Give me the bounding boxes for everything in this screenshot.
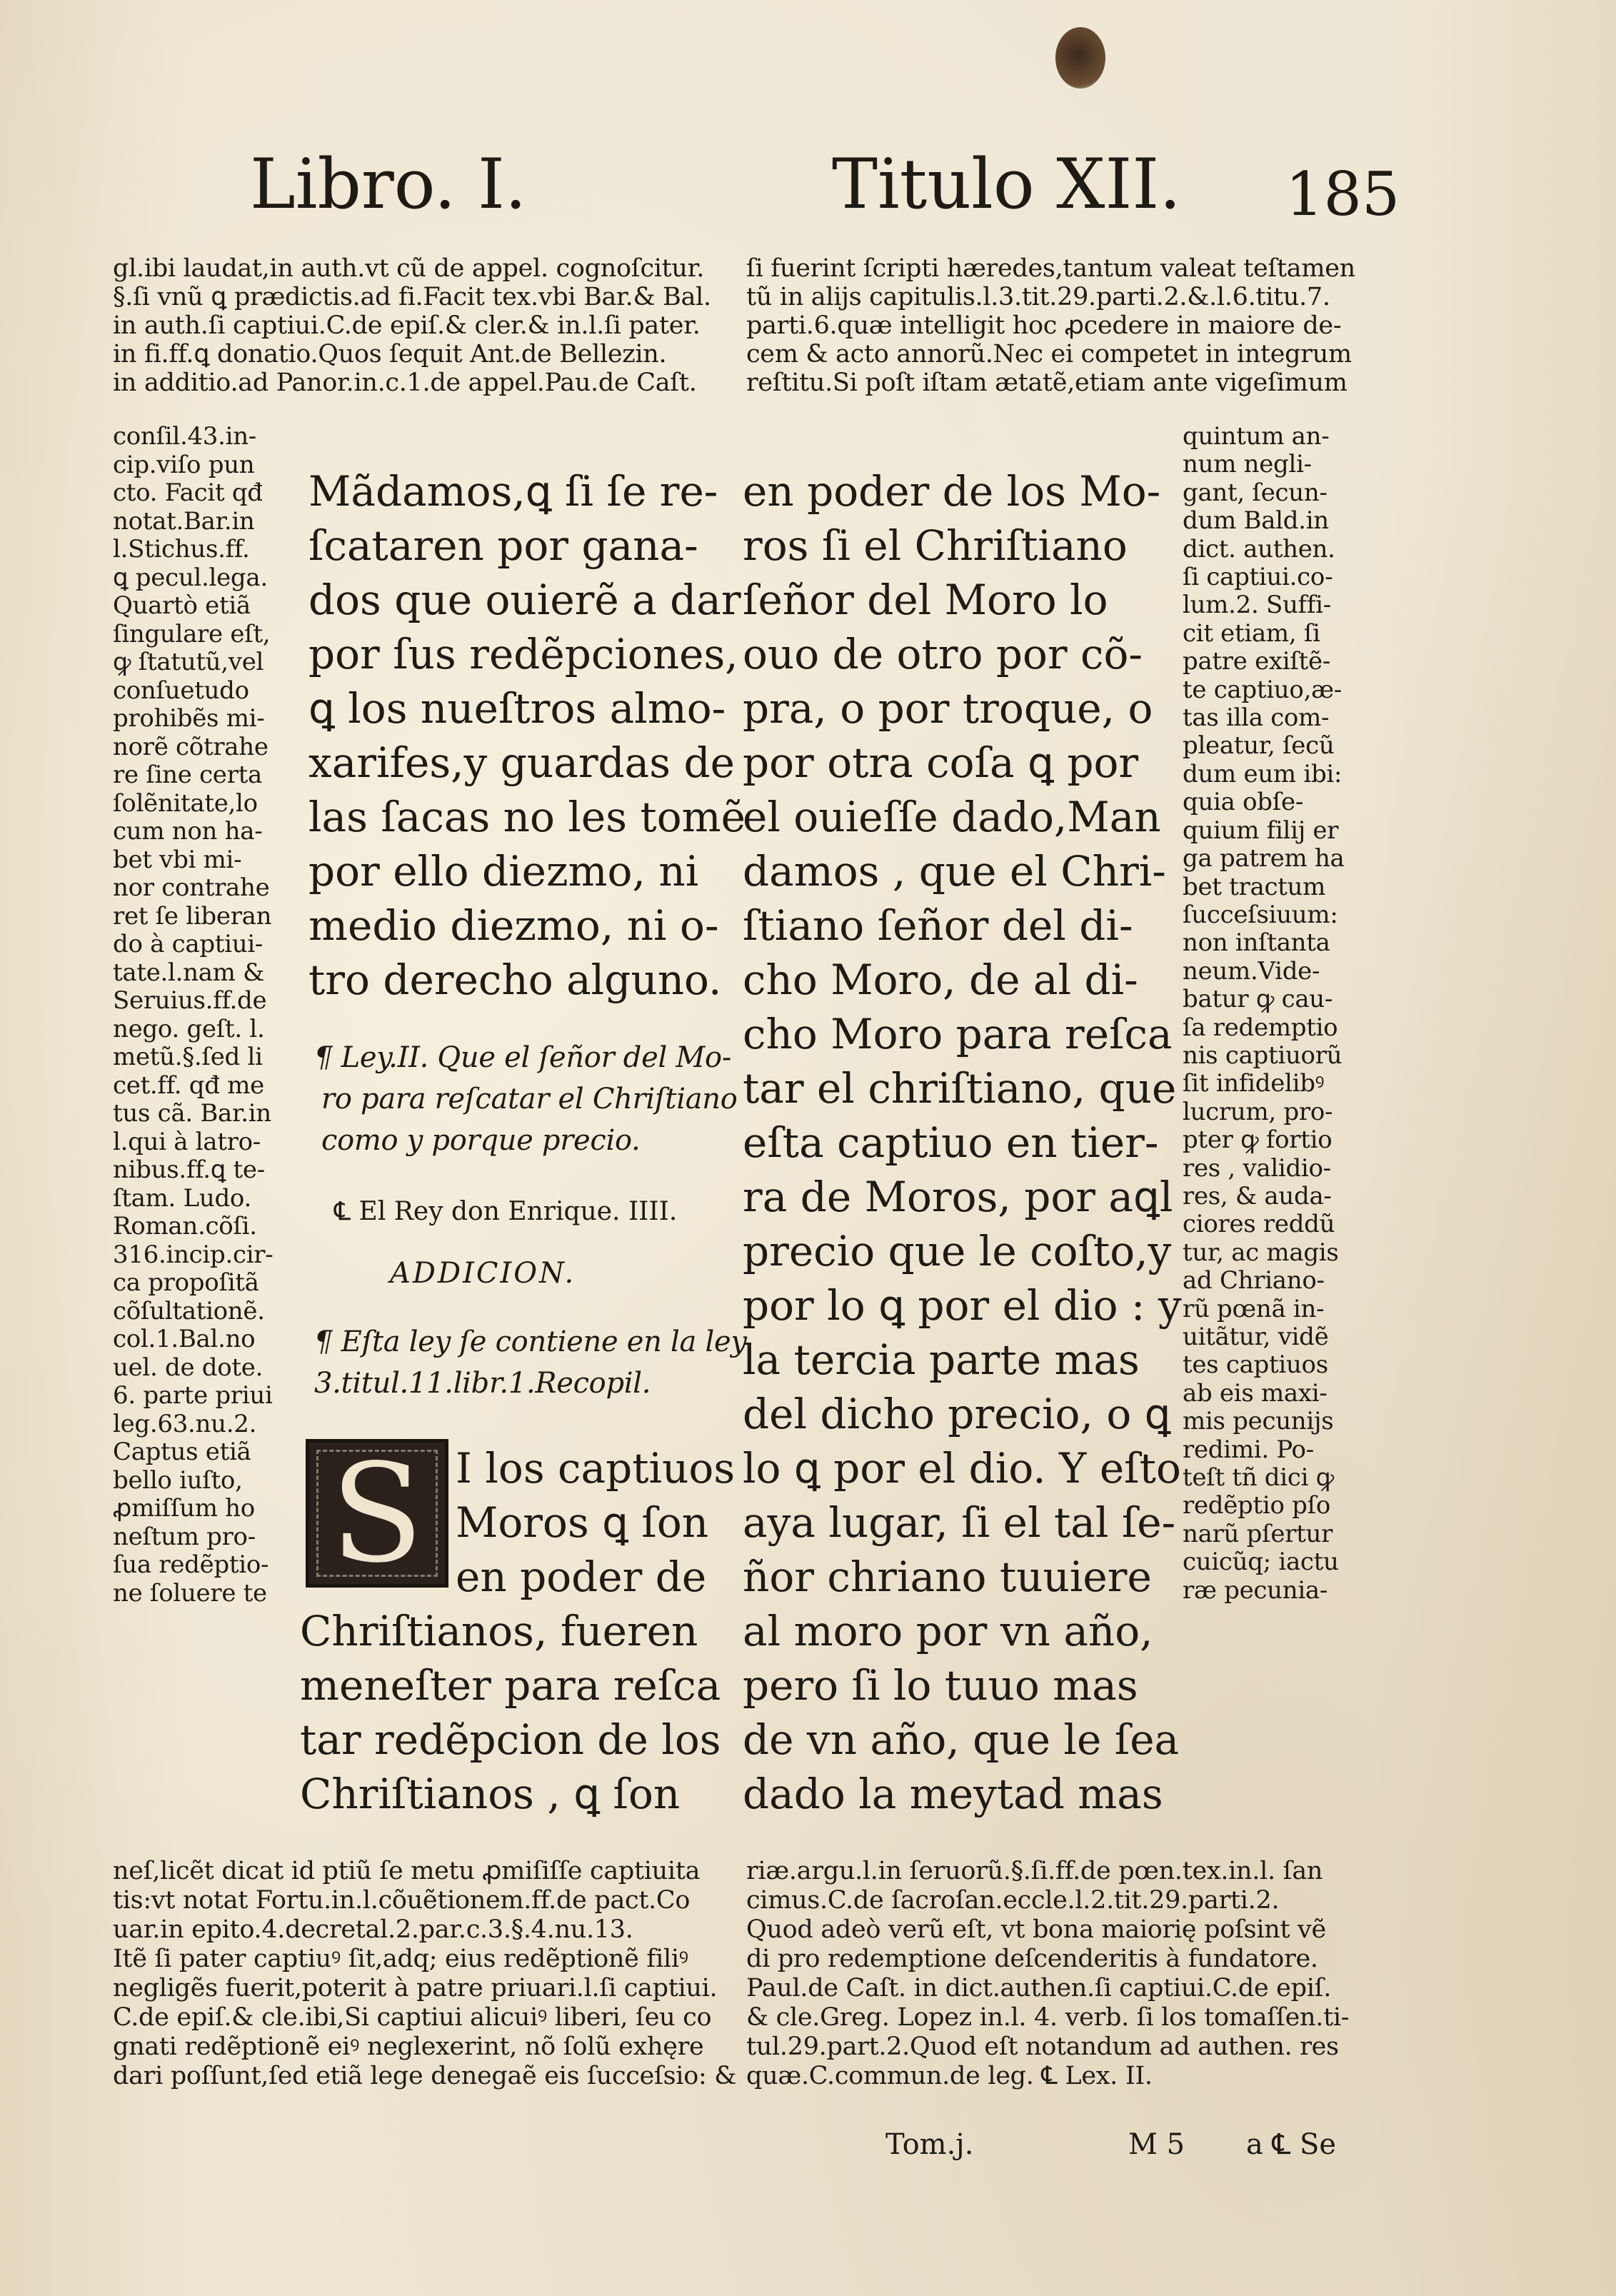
gloss-line: cet.ff. qđ me — [113, 1071, 265, 1100]
gloss-line: bet vbi mi- — [113, 845, 242, 874]
gloss-line: gl.ibi laudat,in auth.vt cũ de appel. cognoſcitur. — [113, 254, 705, 283]
gloss-line: Paul.de Caſt. in dict.authen.ſi captiui.C.de epiſ. — [746, 1974, 1332, 2002]
gloss-line: Quod adeò verũ eſt, vt bona maiorię poſsint vẽ — [746, 1915, 1326, 1944]
text-line: Chriſtianos , ꝗ ſon — [300, 1770, 681, 1818]
gloss-line: batur ꝙ cau- — [1183, 985, 1333, 1014]
gloss-line: quintum an- — [1183, 422, 1330, 451]
gloss-line: cit etiam, ſi — [1183, 618, 1320, 648]
gloss-line: §.ſi vnũ ꝗ prædictis.ad fi.Facit tex.vbi Bar.& Bal. — [113, 283, 711, 311]
column-two-text — [743, 464, 1182, 1821]
gloss-line: metũ.§.ſed li — [113, 1043, 263, 1071]
text-line: la tercia parte mas — [743, 1335, 1140, 1384]
gloss-line: cto. Facit qđ — [113, 478, 263, 507]
text-line: cho Moro para reſca — [743, 1010, 1173, 1058]
gloss-line: notat.Bar.in — [113, 506, 255, 536]
gloss-line: teſt tñ dici ꝙ — [1183, 1463, 1334, 1493]
text-line: al moro por vn año, — [743, 1607, 1153, 1655]
text-line: Mãdamos,ꝗ ſi ſe re- — [308, 467, 718, 516]
text-line: pra, o por troque, o — [743, 684, 1153, 733]
gloss-line: cip.viſo pun — [113, 450, 255, 479]
gloss-line: do à captiui- — [113, 930, 264, 958]
gloss-line: nego. geſt. l. — [113, 1014, 265, 1043]
ley-ii-heading — [314, 1037, 738, 1161]
text-line: ꝗ los nueſtros almo- — [308, 684, 726, 733]
text-line: las ſacas no les tomẽ — [308, 793, 746, 841]
gloss-line: ꝙ ſtatutũ,vel — [113, 648, 264, 676]
gloss-line: quæ.C.commun.de leg. ℄ Lex. II. — [746, 2062, 1153, 2090]
text-line: dado la meytad mas — [743, 1770, 1163, 1818]
gloss-line: tũ in alijs capitulis.l.3.tit.29.parti.2.&.l.6.titu.7. — [746, 283, 1330, 311]
addicion-line: ¶ Eſta ley ſe contiene en la ley — [314, 1325, 747, 1358]
heading-line: como y porque precio. — [321, 1124, 641, 1157]
gloss-line: C.de epiſ.& cle.ibi,Si captiui alicuiꝰ liberi, ſeu co — [113, 2003, 712, 2032]
gloss-line: nis captiuorũ — [1183, 1041, 1343, 1070]
addicion-line: 3.titul.11.libr.1.Recopil. — [314, 1367, 651, 1400]
gloss-line: mis pecunijs — [1183, 1407, 1334, 1436]
gloss-line: tate.l.nam & — [113, 958, 265, 987]
gloss-line: ſua redẽptio- — [113, 1550, 269, 1579]
text-line: meneſter para reſca — [300, 1661, 721, 1710]
gloss-line: nor contrahe — [113, 873, 270, 902]
gloss-line: narũ pſertur — [1183, 1519, 1333, 1548]
gloss-line: Roman.cõſi. — [113, 1212, 257, 1240]
text-line: lo ꝗ por el dio. Y eſto — [743, 1444, 1181, 1493]
gloss-line: cuicũq; iactu — [1183, 1548, 1339, 1577]
gloss-line: ne ſoluere te — [113, 1578, 267, 1608]
gloss-line: ꝓmiſſum ho — [113, 1494, 255, 1523]
text-line: ſeñor del Moro lo — [743, 576, 1108, 624]
text-line: xarifes,y guardas de — [308, 738, 735, 787]
gloss-line: ſi fuerint ſcripti hæredes,tantum valeat teſtamen — [746, 254, 1355, 283]
text-line: por otra coſa ꝗ por — [743, 738, 1139, 787]
gloss-line: ſit infidelibꝰ — [1183, 1069, 1325, 1098]
gloss-line: negligẽs fuerit,poterit à patre priuari.l.ſi captiui. — [113, 1974, 718, 2002]
gloss-line: reſtitu.Si poſt iſtam ætatẽ,etiam ante vigeſimum — [746, 369, 1347, 397]
text-line: ſtiano ſeñor del di- — [743, 901, 1133, 950]
gloss-line: Captus etiã — [113, 1438, 251, 1466]
gloss-line: bet tractum — [1183, 872, 1326, 901]
decorated-initial — [306, 1434, 448, 1593]
left-margin-gloss — [113, 423, 273, 1608]
gloss-line: l.qui à latro- — [113, 1127, 261, 1156]
gloss-line: cõſultationẽ. — [113, 1296, 265, 1325]
gloss-line: ſolẽnitate,lo — [113, 788, 258, 818]
gloss-line: rũ pœnã in- — [1183, 1294, 1325, 1323]
gloss-line: uar.in epito.4.decretal.2.par.c.3.§.4.nu.13. — [113, 1915, 633, 1944]
gloss-line: leg.63.nu.2. — [113, 1409, 257, 1438]
gloss-line: conſuetudo — [113, 676, 249, 705]
gloss-line: neum.Vide- — [1183, 956, 1320, 986]
text-line: de vn año, que le ſea — [743, 1715, 1180, 1764]
gloss-line: l.Stichus.ff. — [113, 535, 250, 563]
text-line: Moros ꝗ ſon — [456, 1498, 709, 1547]
gloss-line: Itẽ ſi pater captiuꝰ ſit,adq; eius redẽptionẽ filiꝰ — [113, 1945, 688, 1973]
gloss-line: parti.6.quæ intelligit hoc ꝓcedere in maiore de- — [746, 311, 1342, 340]
gloss-line: pter ꝙ fortio — [1183, 1126, 1333, 1155]
gloss-line: gant, ſecun- — [1183, 478, 1328, 507]
text-line: pero ſi lo tuuo mas — [743, 1661, 1138, 1710]
text-line: tar redẽpcion de los — [300, 1715, 721, 1764]
text-line: ra de Moros, por aꝗl — [743, 1173, 1173, 1221]
gloss-line: ſucceſsiuum: — [1183, 900, 1338, 929]
gloss-line: neſ,licẽt dicat id ptiũ ſe metu ꝓmiſiſſe captiuita — [113, 1857, 701, 1885]
gloss-line: bello iuſto, — [113, 1465, 243, 1495]
gloss-line: ſa redemptio — [1183, 1013, 1338, 1042]
gloss-line: res , validio- — [1183, 1153, 1331, 1183]
footer-signature: M 5 — [1128, 2128, 1185, 2161]
dropcap-lines — [456, 1441, 735, 1604]
gloss-line: quia obſe- — [1183, 788, 1304, 817]
running-head-title: Titulo XII. — [832, 144, 1181, 224]
gloss-line: ab eis maxi- — [1183, 1378, 1328, 1408]
gloss-line: ca propoſitã — [113, 1268, 259, 1297]
top-right-gloss — [746, 254, 1355, 397]
text-line: ouo de otro por cõ- — [743, 630, 1143, 678]
gloss-line: gnati redẽptionẽ eiꝰ neglexerint, nõ ſolũ exhęre — [113, 2032, 704, 2061]
gloss-line: col.1.Bal.no — [113, 1325, 256, 1353]
gloss-line: non inſtanta — [1183, 928, 1330, 958]
bottom-right-gloss — [746, 1857, 1349, 2091]
text-line: cho Moro, de al di- — [743, 956, 1138, 1004]
gloss-line: lucrum, pro- — [1183, 1097, 1333, 1126]
gloss-line: riæ.argu.l.in ſeruorũ.§.ſi.ff.de pœn.tex.in.l. ſan — [746, 1857, 1323, 1885]
gloss-line: in auth.ſi captiui.C.de epiſ.& cler.& in.l.ſi pater. — [113, 311, 701, 340]
gloss-line: cum non ha- — [113, 817, 263, 846]
gloss-line: te captiuo,æ- — [1183, 675, 1342, 704]
gloss-line: pleatur, ſecũ — [1183, 731, 1335, 761]
text-line: dos que ouierẽ a dar — [308, 576, 741, 624]
top-left-gloss — [113, 254, 711, 397]
gloss-line: dum Bald.in — [1183, 506, 1329, 536]
folio-number: 185 — [1285, 159, 1400, 229]
gloss-line: ſi captiui.co- — [1183, 563, 1333, 592]
gloss-line: ret ſe liberan — [113, 901, 272, 931]
text-line: medio diezmo, ni o- — [308, 901, 719, 950]
gloss-line: 316.incip.cir- — [113, 1240, 273, 1269]
gloss-line: ga patrem ha — [1183, 844, 1345, 873]
gloss-line: neſtum pro- — [113, 1522, 256, 1551]
addicion-label: ADDICION. — [390, 1257, 576, 1290]
gloss-line: in fi.ff.ꝗ donatio.Quos ſequit Ant.de Bellezin. — [113, 340, 667, 369]
text-line: el ouieſſe dado,Man — [743, 793, 1161, 841]
gloss-line: dict. authen. — [1183, 534, 1335, 563]
text-line: por ſus redẽpciones, — [308, 630, 738, 678]
right-margin-gloss — [1183, 423, 1345, 1605]
text-line: tar el chriſtiano, que — [743, 1064, 1177, 1113]
text-line: en poder de — [456, 1553, 707, 1601]
gloss-line: 6. parte priui — [113, 1381, 273, 1410]
text-line: tro derecho alguno. — [308, 956, 722, 1004]
text-line: eſta captiuo en tier- — [743, 1118, 1159, 1167]
text-line: precio que le coſto,y — [743, 1227, 1172, 1275]
text-line: damos , que el Chri- — [743, 847, 1166, 896]
rey-line: ℄ El Rey don Enrique. IIII. — [334, 1197, 678, 1226]
gloss-line: dari poſſunt,ſed etiã lege denegaẽ eis ſucceſsio: & — [113, 2062, 737, 2090]
gloss-line: norẽ cõtrahe — [113, 732, 269, 761]
gloss-line: tur, ac magis — [1183, 1238, 1339, 1267]
gloss-line: ſtam. Ludo. — [113, 1183, 251, 1213]
gloss-line: re ſine certa — [113, 761, 262, 789]
running-head-book: Libro. I. — [250, 144, 527, 224]
gloss-line: uel. de dote. — [113, 1353, 264, 1382]
gloss-line: ræ pecunia- — [1183, 1575, 1328, 1605]
text-line: por ello diezmo, ni — [308, 847, 699, 896]
bottom-left-gloss — [113, 1857, 736, 2091]
gloss-line: ad Chriano- — [1183, 1266, 1325, 1295]
heading-line: ¶ Ley.II. Que el ſeñor del Mo- — [314, 1041, 732, 1074]
gloss-line: conſil.43.in- — [113, 422, 256, 451]
text-line: por lo ꝗ por el dio : y — [743, 1281, 1182, 1330]
gloss-line: cimus.C.de ſacroſan.eccle.l.2.tit.29.parti.2. — [746, 1886, 1280, 1915]
gloss-line: res, & auda- — [1183, 1181, 1332, 1210]
gloss-line: tes captiuos — [1183, 1350, 1328, 1380]
initial-ornament — [316, 1450, 438, 1577]
gloss-line: Seruius.ff.de — [113, 986, 267, 1015]
column-one-continued — [300, 1604, 721, 1821]
gloss-line: cem & acto annorũ.Nec ei competet in integrum — [746, 340, 1352, 369]
gloss-line: quium filij er — [1183, 816, 1339, 845]
ink-stain — [1055, 27, 1105, 89]
gloss-line: ciores reddũ — [1183, 1210, 1335, 1239]
text-line: Chriſtianos, fueren — [300, 1607, 698, 1655]
gloss-line: prohibẽs mi- — [113, 704, 265, 733]
gloss-line: ſingulare eſt, — [113, 619, 271, 648]
text-line: I los captiuos — [456, 1444, 736, 1493]
gloss-line: & cle.Greg. Lopez in.l. 4. verb. ſi los tomaſſen.ti- — [746, 2003, 1350, 2032]
initial-letter: S — [330, 1434, 424, 1593]
addicion-text — [314, 1321, 747, 1404]
gloss-line: lum.2. Suffi- — [1183, 591, 1331, 620]
gloss-line: dum eum ibi: — [1183, 759, 1343, 788]
heading-line: ro para reſcatar el Chriſtiano — [321, 1083, 738, 1116]
text-line: ſcataren por gana- — [308, 521, 698, 570]
gloss-line: di pro redemptione deſcenderitis à fundatore. — [746, 1945, 1318, 1973]
gloss-line: Quartò etiã — [113, 591, 251, 620]
text-line: ñor chriano tuuiere — [743, 1553, 1152, 1601]
gloss-line: ꝗ pecul.lega. — [113, 563, 268, 592]
gloss-line: redẽptio pſo — [1183, 1491, 1331, 1520]
gloss-line: tul.29.part.2.Quod eſt notandum ad authen. res — [746, 2032, 1339, 2061]
footer-catchword: a ℄ Se — [1246, 2128, 1337, 2161]
text-line: en poder de los Mo- — [743, 467, 1161, 516]
footer-volume: Tom.j. — [885, 2128, 974, 2161]
gloss-line: tas illa com- — [1183, 703, 1330, 733]
gloss-line: tus cã. Bar.in — [113, 1099, 271, 1128]
column-one-text — [308, 464, 746, 1007]
gloss-line: in additio.ad Panor.in.c.1.de appel.Pau.de Caſt. — [113, 369, 697, 397]
gloss-line: tis:vt notat Fortu.in.l.cõuẽtionem.ff.de pact.Co — [113, 1886, 691, 1915]
text-line: aya lugar, ſi el tal ſe- — [743, 1498, 1176, 1547]
gloss-line: nibus.ff.ꝗ te- — [113, 1155, 265, 1184]
gloss-line: patre exiſtẽ- — [1183, 647, 1331, 676]
gloss-line: num negli- — [1183, 450, 1312, 479]
text-line: ros ſi el Chriſtiano — [743, 521, 1128, 570]
gloss-line: redimi. Po- — [1183, 1435, 1314, 1464]
gloss-line: uitãtur, vidẽ — [1183, 1323, 1329, 1351]
text-line: del dicho precio, o ꝗ — [743, 1390, 1171, 1438]
